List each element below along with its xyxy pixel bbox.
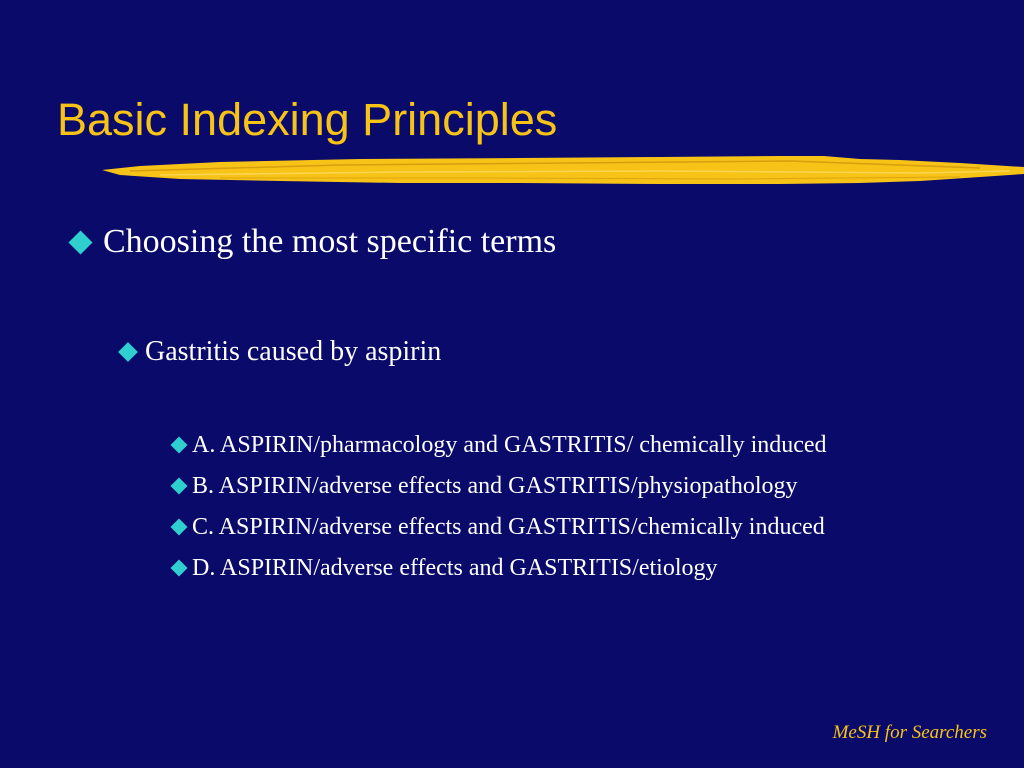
answer-option-b bbox=[169, 471, 798, 501]
diamond-icon bbox=[68, 230, 92, 254]
bullet-item-level1 bbox=[66, 220, 556, 264]
answer-option-text: C. ASPIRIN/adverse effects and GASTRITIS/chemically induced bbox=[192, 513, 825, 540]
answer-option-text: A. ASPIRIN/pharmacology and GASTRITIS/ chemically induced bbox=[192, 431, 827, 458]
diamond-icon bbox=[171, 560, 188, 577]
diamond-icon bbox=[171, 519, 188, 536]
diamond-icon bbox=[171, 478, 188, 495]
slide-footer: MeSH for Searchers bbox=[832, 722, 987, 743]
answer-option-d bbox=[169, 553, 717, 583]
answer-option-text: B. ASPIRIN/adverse effects and GASTRITIS/physiopathology bbox=[192, 472, 798, 499]
diamond-icon bbox=[171, 437, 188, 454]
bullet-text-level2: Gastritis caused by aspirin bbox=[145, 336, 442, 367]
brush-stroke-icon bbox=[100, 150, 1024, 190]
answer-option-c bbox=[169, 512, 825, 542]
answer-option-text: D. ASPIRIN/adverse effects and GASTRITIS/etiology bbox=[192, 554, 718, 581]
slide-title: Basic Indexing Principles bbox=[57, 94, 558, 145]
diamond-icon bbox=[118, 342, 138, 362]
bullet-item-level2 bbox=[116, 334, 441, 370]
answer-option-a bbox=[169, 430, 827, 460]
bullet-text-level1: Choosing the most specific terms bbox=[103, 223, 557, 260]
